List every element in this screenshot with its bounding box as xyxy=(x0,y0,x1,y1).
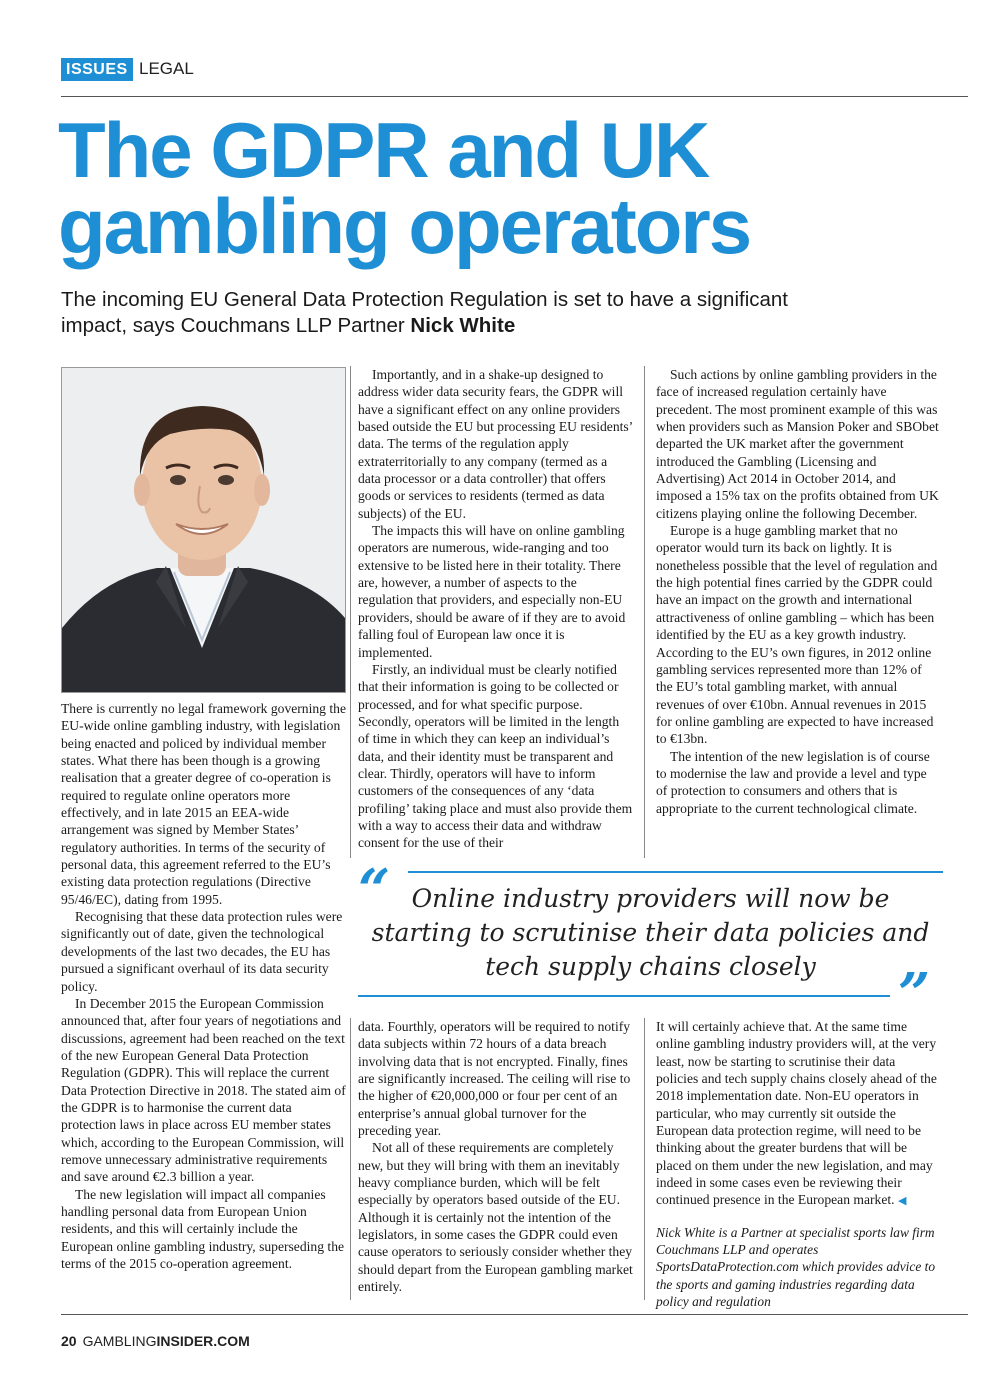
column-divider xyxy=(350,1018,351,1300)
author-photo xyxy=(61,367,346,693)
end-mark-icon: ◀ xyxy=(897,1194,907,1208)
footer-rule xyxy=(61,1314,968,1315)
column-2 xyxy=(358,366,633,852)
site-name-b: INSIDER.COM xyxy=(156,1333,250,1349)
paragraph: There is currently no legal framework governing the EU-wide online gambling industry, with legislation being enacted and policed by individual member states. What there has been though is a growing realisation that a greater degree of co-operation is required to regulate online operators more effectively, and in late 2015 an EEA-wide arrangement was signed by Member States’ regulatory authorities. In terms of the security of personal data, this agreement referred to the EU’s existing data protection regulations (Directive 95/46/EC), dating from 1995. xyxy=(61,701,346,907)
paragraph: Recognising that these data protection rules were significantly out of date, given the technological developments of the last two decades, the EU has pursued a significant overhaul of its data security policy. xyxy=(61,909,343,994)
section-label: LEGAL xyxy=(139,59,194,78)
section-header xyxy=(61,58,968,97)
standfirst xyxy=(61,287,821,339)
column-3 xyxy=(656,366,941,817)
paragraph: Not all of these requirements are completely new, but they will bring with them an inevitably heavy compliance burden, which will be felt especially by operators based outside of the EU. Although it is certainly not the intention of the legislators, in some cases the GDPR could even cause operators to seriously consider whether they should depart from the European gambling market entirely. xyxy=(358,1140,633,1295)
paragraph: In December 2015 the European Commission announced that, after four years of negotiations and discussions, agreement had been reached on the text of the new European General Data Protection Regulation (GDPR). This will replace the current Data Protection Directive in 2018. The stated aim of the GDPR is to harmonise the current data protection laws in place across EU member states which, according to the European Commission, will remove unnecessary administrative requirements and save around €2.3 billion a year. xyxy=(61,995,346,1185)
quote-rule-top xyxy=(408,871,943,873)
column-3-lower xyxy=(656,1018,941,1311)
author-name: Nick White xyxy=(410,314,516,337)
author-byline: Nick White is a Partner at specialist sports law firm Couchmans LLP and operates SportsDataProtection.com which provides advice to the sports and gaming industries regarding data policy and regulation xyxy=(656,1224,936,1310)
standfirst-text: The incoming EU General Data Protection Regulation is set to have a significant impact, says Couchmans LLP Partner xyxy=(61,288,788,337)
paragraph: Firstly, an individual must be clearly notified that their information is going to be collected or processed, and for what specific purpose. Secondly, operators will be limited in the length of time in which they can keep an individual’s data, and their identity must be transparent and clear. Thirdly, operators will have to inform customers of the consequences of any ‘data profiling’ taking place and must also provide them with a way to access their data and withdraw consent for the use of their xyxy=(358,661,633,851)
paragraph: The intention of the new legislation is of course to modernise the law and provide a level and type of protection to consumers and others that is appropriate to the current technological climate. xyxy=(656,748,930,816)
article-title: The GDPR and UK gambling operators xyxy=(58,106,751,270)
quote-rule-bottom xyxy=(358,995,890,997)
page-footer xyxy=(61,1333,250,1349)
pull-quote xyxy=(358,857,943,1027)
column-2-lower xyxy=(358,1018,633,1296)
paragraph: The new legislation will impact all companies handling personal data from European Union residents, and this will certainly include the European online gambling industry, superseding the terms of the 2015 co-operation agreement. xyxy=(61,1186,345,1271)
column-1 xyxy=(61,700,346,1272)
paragraph-text: It will certainly achieve that. At the same time online gambling industry providers will, at the very least, now be starting to scrutinise their data policies and tech supply chains closely ahead of the 2018 implementation date. Non-EU operators in particular, who may currently sit outside the European data protection regime, will need to be thinking about the greater burdens that will be placed on them under the new legislation, and may indeed in some cases even be reviewing their continued presence in the European market. xyxy=(656,1019,937,1208)
paragraph: Such actions by online gambling providers in the face of increased regulation certainly have precedent. The most prominent example of this was when providers such as Mansion Poker and SBObet departed the UK market after the government introduced the Gambling (Licensing and Advertising) Act 2014 in October 2014, and imposed a 15% tax on the profits obtained from UK citizens playing online the following December. xyxy=(656,367,939,521)
pull-quote-text: Online industry providers will now be starting to scrutinise their data policies and tech supply chains closely xyxy=(371,884,930,981)
portrait-image xyxy=(62,368,345,692)
paragraph xyxy=(656,1018,941,1210)
paragraph: data. Fourthly, operators will be required to notify data subjects within 72 hours of a data breach involving data that is not encrypted. Finally, fines are significantly increased. The ceiling will rise to the higher of €20,000,000 or four per cent of an enterprise’s annual global turnover for the preceding year. xyxy=(358,1019,631,1139)
page-number: 20 xyxy=(61,1333,77,1349)
paragraph: Europe is a huge gambling market that no operator would turn its back on lightly. It is nonetheless possible that the level of regulation and the high potential fines carried by the GDPR could have an impact on the growth and international attractiveness of online gambling – which has been identified by the EU as a key growth industry. According to the EU’s own figures, in 2012 online gambling services represented more than 12% of the EU’s total gambling market, with annual revenues of over €10bn. Annual revenues in 2015 for online gambling are expected to have increased to €13bn. xyxy=(656,523,938,747)
close-quote-icon: ” xyxy=(898,961,931,1027)
issues-tag: ISSUES xyxy=(61,58,133,81)
column-divider xyxy=(644,1018,645,1300)
site-name-a: GAMBLING xyxy=(82,1333,157,1349)
paragraph: Importantly, and in a shake-up designed to address wider data security fears, the GDPR will have a significant effect on any online providers based outside the EU but processing EU residents’ data. The terms of the regulation apply extraterritorially to any company (termed as a data processor or a data controller) that offers goods or services to residents (termed as data subjects) of the EU. xyxy=(358,367,633,521)
column-divider xyxy=(350,366,351,858)
column-divider xyxy=(644,366,645,858)
open-quote-icon: “ xyxy=(358,857,391,923)
paragraph: The impacts this will have on online gambling operators are numerous, wide-ranging and too extensive to be listed here in their totality. There are, however, a number of aspects to the regulation that providers, and especially non-EU providers, should be aware of if they are to avoid falling foul of European law once it is implemented. xyxy=(358,523,626,660)
